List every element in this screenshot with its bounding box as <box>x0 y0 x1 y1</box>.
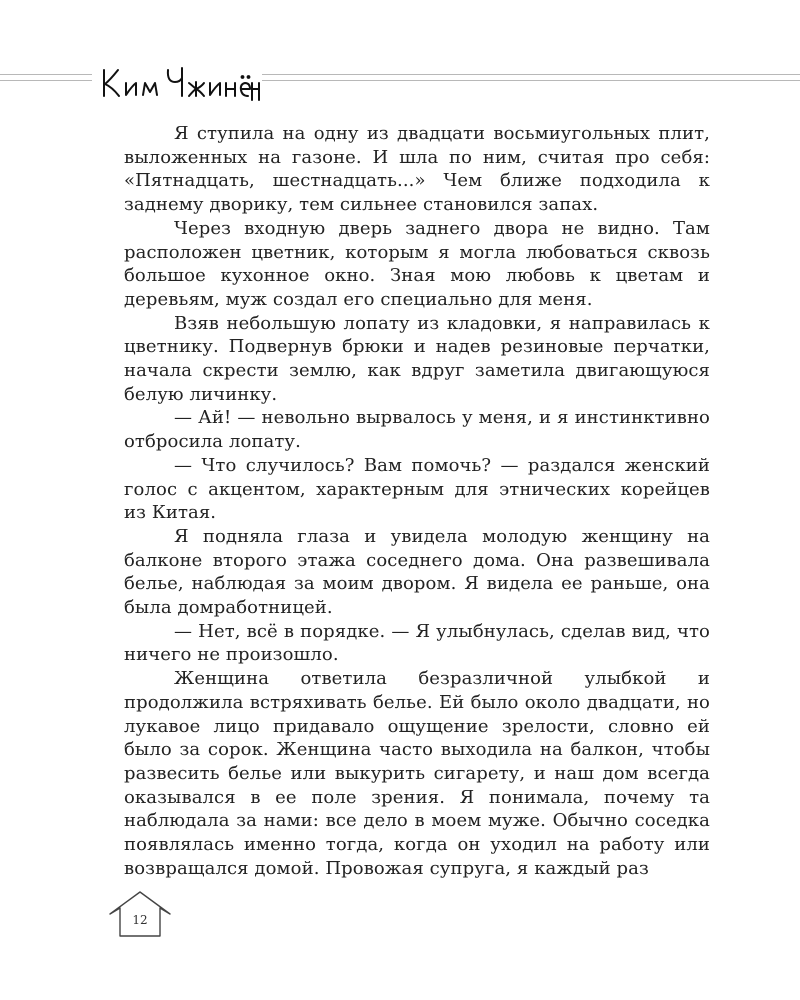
header-rule-right-2 <box>262 80 800 81</box>
author-signature <box>100 56 260 106</box>
paragraph: Я подняла глаза и увидела молодую женщину на балконе второго этажа соседнего дома. Она развешивала белье, наблюдая за моим двором. Я видела ее раньше, она была домработницей. <box>124 525 710 619</box>
paragraph: Взяв небольшую лопату из кладовки, я направилась к цветнику. Подвернув брюки и надев резиновые перчатки, начала скрести землю, как вдруг заметила двигающуюся белую личинку. <box>124 312 710 405</box>
paragraph: — Ай! — невольно вырвалось у меня, и я инстинктивно отбросила лопату. <box>124 407 710 453</box>
paragraph: Через входную дверь заднего двора не видно. Там расположен цветник, которым я могла любоваться сквозь большое кухонное окно. Зная мою любовь к цветам и деревьям, муж создал его специально для меня. <box>124 217 710 310</box>
header-rule-left <box>0 74 92 75</box>
page-body <box>124 122 710 881</box>
paragraph: — Что случилось? Вам помочь? — раздался женский голос с акцентом, характерным для этнических корейцев из Китая. <box>124 454 710 524</box>
paragraph: — Нет, всё в порядке. — Я улыбнулась, сделав вид, что ничего не произошло. <box>124 620 710 666</box>
header-rule-left-2 <box>0 80 92 81</box>
page-number: 12 <box>132 913 148 927</box>
paragraph: Женщина ответила безразличной улыбкой и продолжила встряхивать белье. Ей было около двадцати, но лукавое лицо придавало ощущение зрелости, словно ей было за сорок. Женщина часто выходила на балкон, чтобы развесить белье или выкурить сигарету, и наш дом всегда оказывался в ее поле зрения. Я понимала, почему та наблюдала за нами: все дело в моем муже. Обычно соседка появлялась именно тогда, когда он уходил на работу или возвращался домой. Провожая супруга, я каждый раз <box>124 668 710 879</box>
paragraph: Я ступила на одну из двадцати восьмиугольных плит, выложенных на газоне. И шла по ним, считая про себя: «Пятнадцать, шестнадцать...» Чем ближе подходила к заднему дворику, тем сильнее становился запах. <box>124 123 710 216</box>
header-rule-right <box>262 74 800 75</box>
